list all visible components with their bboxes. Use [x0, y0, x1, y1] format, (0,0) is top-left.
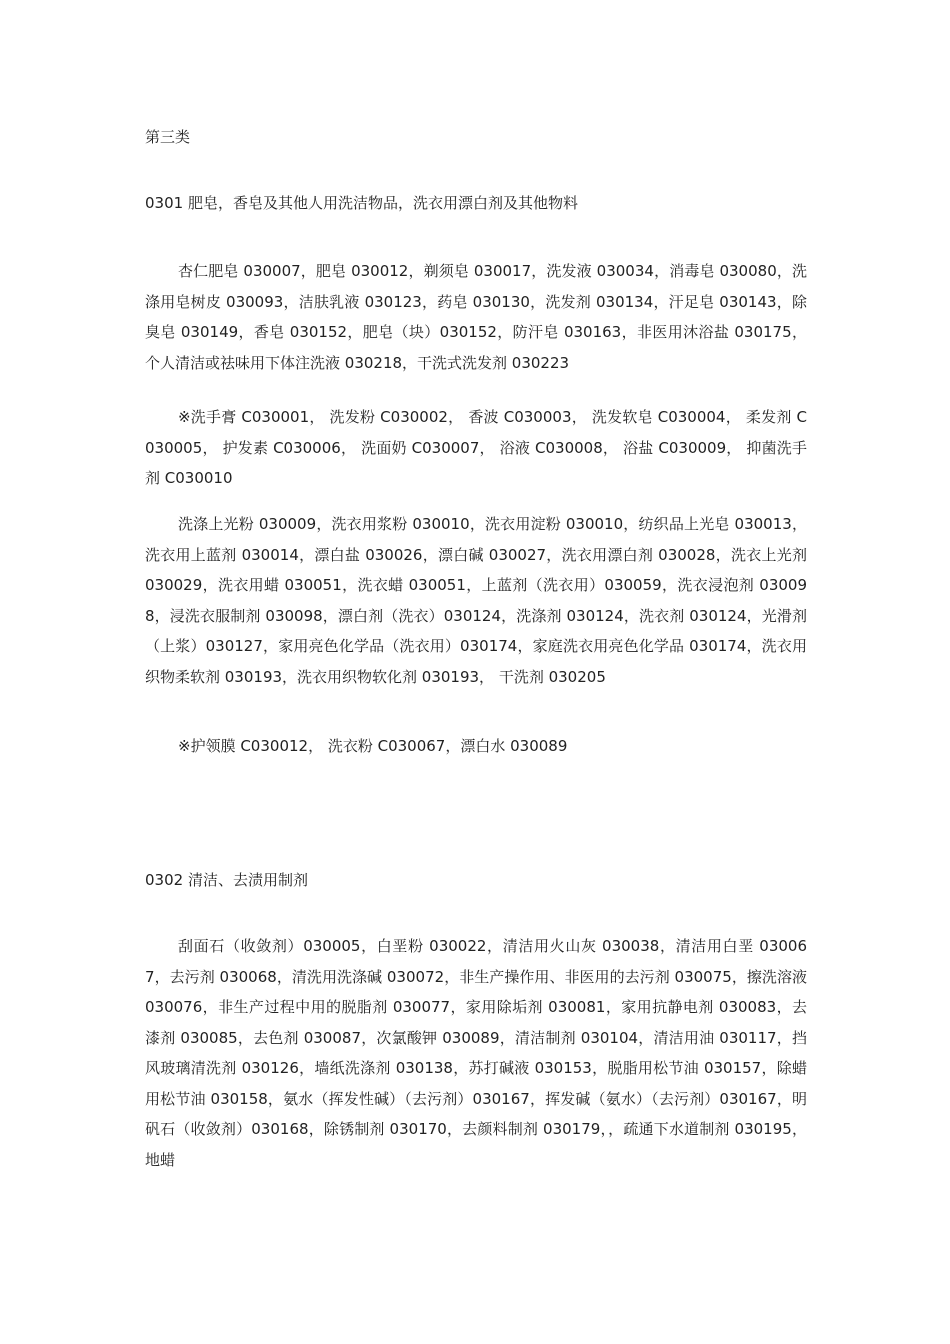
- section-heading-0301: 0301 肥皂，香皂及其他人用洗洁物品，洗衣用漂白剂及其他物料: [145, 194, 578, 212]
- paragraph-0301-personal-soaps: 杏仁肥皂 030007，肥皂 030012，剃须皂 030017，洗发液 030034，消毒皂 030080，洗涤用皂树皮 030093，洁肤乳液 030123，药皂 030130，洗发剂 030134，汗足皂 030143，除臭皂 030149，香皂 030152，肥皂（块）030152，防汗皂 030163，非医用沐浴盐 030175，个人清洁或祛味用下体注洗液 030218，干洗式洗发剂 030223: [145, 262, 807, 372]
- paragraph-0302-cleaning: 刮面石（收敛剂）030005，白垩粉 030022，清洁用火山灰 030038，清洁用白垩 030067，去污剂 030068，清洗用洗涤碱 030072，非生产操作用、非医用的去污剂 030075，擦洗溶液 030076，非生产过程中用的脱脂剂 030077，家用除垢剂 030081，家用抗静电剂 030083，去漆剂 030085，去色剂 030087，次氯酸钾 030089，清洁制剂 030104，清洁用油 030117，挡风玻璃清洗剂 030126，墙纸洗涤剂 030138，苏打碱液 030153，脱脂用松节油 030157，除蜡用松节油 030158，氨水（挥发性碱）（去污剂）030167，挥发碱（氨水）（去污剂）030167，明矾石（收敛剂）030168，除锈制剂 030170，去颜料制剂 030179，，疏通下水道制剂 030195，地蜡: [145, 937, 807, 1169]
- paragraph-0301-c-codes-personal: ※洗手膏 C030001， 洗发粉 C030002， 香波 C030003， 洗发软皂 C030004， 柔发剂 C030005， 护发素 C030006， 洗面奶 C030007， 浴液 C030008， 浴盐 C030009， 抑菌洗手剂 C030010: [145, 408, 807, 487]
- section-heading-0302: 0302 清洁、去渍用制剂: [145, 871, 308, 889]
- paragraph-0301-laundry: 洗涤上光粉 030009，洗衣用浆粉 030010，洗衣用淀粉 030010，纺织品上光皂 030013，洗衣用上蓝剂 030014，漂白盐 030026，漂白碱 030027，洗衣用漂白剂 030028，洗衣上光剂 030029，洗衣用蜡 030051，洗衣蜡 030051，上蓝剂（洗衣用）030059，洗衣浸泡剂 030098，浸洗衣服制剂 030098，漂白剂（洗衣）030124，洗涤剂 030124，洗衣剂 030124，光滑剂（上浆）030127，家用亮色化学品（洗衣用）030174，家庭洗衣用亮色化学品 030174，洗衣用织物柔软剂 030193，洗衣用织物软化剂 030193， 干洗剂 030205: [145, 515, 807, 686]
- paragraph-0301-c-codes-laundry: ※护领膜 C030012， 洗衣粉 C030067，漂白水 030089: [178, 737, 568, 755]
- class-title: 第三类: [145, 128, 191, 146]
